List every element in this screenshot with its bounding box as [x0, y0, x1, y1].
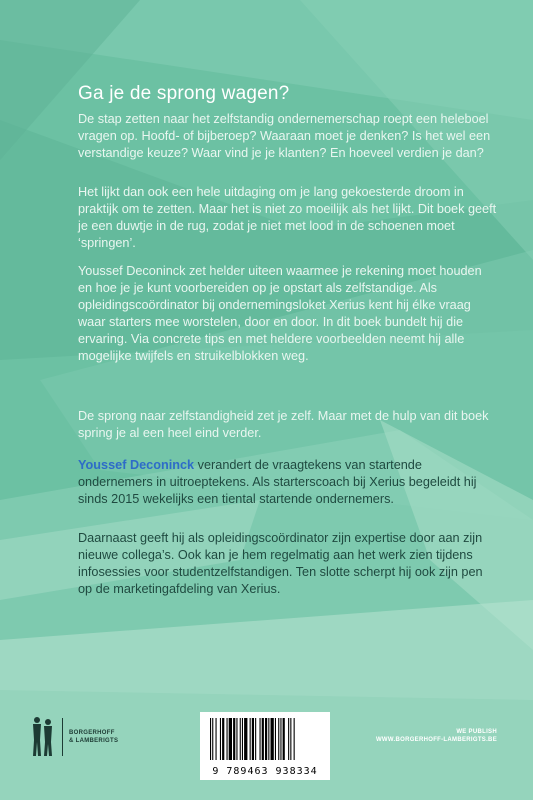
- barcode-bar: [262, 718, 264, 760]
- author-bio-paragraph-1: [78, 457, 498, 508]
- barcode-bar: [288, 718, 289, 760]
- author-name: Youssef Deconinck: [78, 458, 195, 472]
- barcode-bar: [268, 718, 269, 760]
- publisher-name-line-2: & LAMBERIGTS: [69, 738, 119, 744]
- barcode-bar: [294, 718, 295, 760]
- blurb-paragraph-1: De stap zetten naar het zelfstandig ondernemerschap roept een heleboel vragen op. Hoofd- of bijberoep? Waaraan moet je denken? Is het wel een verstandige keuze? Waar vind je je klanten? En hoeveel verdien je dan?: [78, 112, 491, 160]
- barcode-bar: [229, 718, 232, 760]
- barcode-bar: [250, 718, 251, 760]
- barcode-bar: [260, 718, 261, 760]
- barcode-bar: [212, 718, 213, 760]
- blurb-paragraph-2: Het lijkt dan ook een hele uitdaging om je lang gekoesterde droom in praktijk om te zetten. Maar het is niet zo moeilijk als het lijkt. Dit boek geeft je een duwtje in de rug, zodat je niet met lood in de schoenen moet ‘springen’.: [78, 185, 497, 250]
- barcode-bar: [275, 718, 276, 760]
- barcode-bar: [280, 718, 281, 760]
- publisher-figures-icon: [28, 716, 56, 758]
- barcode-bar: [220, 718, 221, 760]
- author-bio-text-1: verandert de vraagtekens van startende ondernemers in uitroeptekens. Als starterscoach bij Xerius begeleidt hij sinds 2015 wekelijks een tiental startende ondernemers.: [78, 458, 477, 506]
- publisher-tagline: WE PUBLISH: [456, 729, 497, 735]
- publisher-web-block: [376, 728, 497, 744]
- barcode-bar: [240, 718, 241, 760]
- barcode-bar: [252, 718, 254, 760]
- publisher-name: [69, 729, 118, 745]
- barcode-bar: [271, 718, 274, 760]
- publisher-divider: [62, 718, 63, 756]
- barcode-bar: [242, 718, 243, 760]
- barcode-bar: [265, 718, 267, 760]
- barcode-bar: [255, 718, 256, 760]
- publisher-website: WWW.BORGERHOFF-LAMBERIGTS.BE: [375, 737, 497, 743]
- publisher-name-line-1: BORGERHOFF: [69, 730, 115, 736]
- back-cover-heading: Ga je de sprong wagen?: [78, 82, 290, 104]
- isbn-barcode: [200, 712, 330, 780]
- barcode-bar: [236, 718, 237, 760]
- barcode-bar: [283, 718, 285, 760]
- barcode-bar: [290, 718, 291, 760]
- blurb-paragraph-4: De sprong naar zelfstandigheid zet je zelf. Maar met de hulp van dit boek spring je al een heel eind verder.: [78, 409, 489, 440]
- barcode-bar: [210, 718, 211, 760]
- blurb-paragraph-3: Youssef Deconinck zet helder uiteen waarmee je rekening moet houden en hoe je je kunt voorbereiden op je opstart als zelfstandige. Als opleidingscoördinator bij ondernemingsloket Xerius kent hij élke vraag waar starters mee worstelen, door en door. In dit boek bundelt hij die ervaring. Via concrete tips en met heldere voorbeelden neemt hij alle mogelijke twijfels en struikelblokken weg.: [78, 264, 482, 363]
- barcode-bar: [227, 718, 228, 760]
- barcode-bar: [216, 718, 217, 760]
- barcode-bar: [278, 718, 279, 760]
- isbn-digits: 9 789463 938334: [212, 766, 318, 777]
- publisher-logo-block: [28, 716, 118, 758]
- barcode-bar: [244, 718, 247, 760]
- author-bio-paragraph-2: Daarnaast geeft hij als opleidingscoördinator zijn expertise door aan zijn nieuwe collega’s. Ook kan je hem regelmatig aan het werk zien tijdens infosessies voor studentzelfstandigen. Ten slotte scherpt hij ook zijn pen op de marketingafdeling van Xerius.: [78, 531, 483, 596]
- barcode-bar: [222, 718, 224, 760]
- barcode-bar: [233, 718, 235, 760]
- barcode-bars: [200, 712, 330, 764]
